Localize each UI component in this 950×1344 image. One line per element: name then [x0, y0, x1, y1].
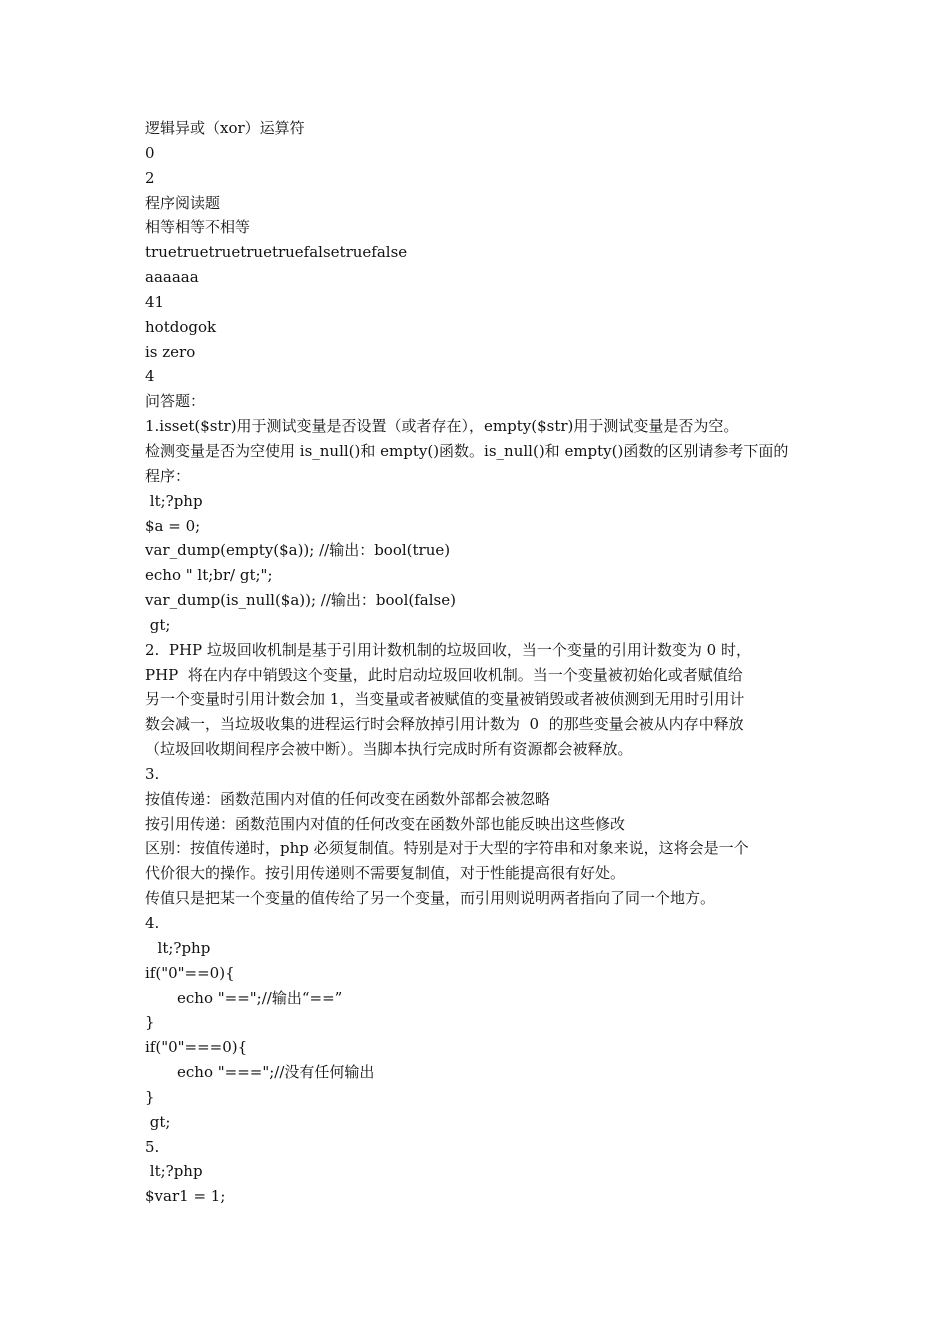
code-line: var_dump(is_null($a)); //输出：bool(false) — [145, 591, 456, 610]
text-line: 逻辑异或（xor）运算符 — [145, 119, 305, 137]
code-line: lt;?php — [145, 491, 203, 510]
text-line: 数会减一，当垃圾收集的进程运行时会释放掉引用计数为 0 的那些变量会被从内存中释放 — [145, 715, 744, 734]
text-line: 2 — [145, 168, 155, 187]
text-line: 41 — [145, 292, 165, 311]
text-line: PHP 将在内存中销毁这个变量，此时启动垃圾回收机制。当一个变量被初始化或者赋值给 — [145, 665, 743, 684]
code-line: $var1 = 1; — [145, 1187, 226, 1206]
text-line: hotdogok — [145, 317, 217, 336]
text-line: 代价很大的操作。按引用传递则不需要复制值，对于性能提高很有好处。 — [145, 864, 626, 883]
code-line: echo "===";//没有任何输出 — [177, 1063, 375, 1082]
code-line: gt; — [145, 1112, 171, 1131]
code-line: lt;?php — [145, 1162, 203, 1181]
code-line: } — [145, 1087, 155, 1106]
text-line: is zero — [145, 342, 196, 361]
text-line: truetruetruetruetruefalsetruefalse — [145, 243, 408, 262]
text-line: 0 — [145, 143, 155, 162]
code-line: } — [145, 1013, 155, 1032]
text-line: 4. — [145, 914, 160, 932]
code-line: echo " lt;br/ gt;"; — [145, 566, 273, 585]
text-line: 另一个变量时引用计数会加 1，当变量或者被赋值的变量被销毁或者被侦测到无用时引用计 — [145, 690, 745, 709]
text-line: 按引用传递：函数范围内对值的任何改变在函数外部也能反映出这些修改 — [145, 814, 626, 833]
section-heading: 问答题： — [145, 392, 206, 411]
text-line: 3. — [145, 764, 160, 783]
code-line: var_dump(empty($a)); //输出：bool(true) — [145, 541, 451, 560]
text-line: 区别：按值传递时，php 必须复制值。特别是对于大型的字符串和对象来说，这将会是一个 — [145, 839, 749, 858]
text-line: 检测变量是否为空使用 is_null()和 empty()函数。is_null()和 empty()函数的区别请参考下面的 — [145, 441, 789, 460]
document-page — [145, 116, 810, 1209]
code-line: if("0"==0){ — [145, 963, 235, 982]
code-line: lt;?php — [148, 938, 211, 957]
text-line: 按值传递：函数范围内对值的任何改变在函数外部都会被忽略 — [145, 789, 551, 808]
code-line: echo "==";//输出“==” — [177, 988, 343, 1007]
text-line: 1.isset($str)用于测试变量是否设置（或者存在），empty($str)用于测试变量是否为空。 — [145, 417, 739, 436]
text-line: 2. PHP 垃圾回收机制是基于引用计数机制的垃圾回收，当一个变量的引用计数变为 0 时， — [145, 640, 751, 659]
text-line: aaaaaa — [145, 268, 199, 287]
section-heading: 程序阅读题 — [145, 193, 221, 212]
text-line: 程序： — [145, 466, 191, 485]
text-line: （垃圾回收期间程序会被中断）。当脚本执行完成时所有资源都会被释放。 — [145, 740, 633, 759]
code-line: gt; — [145, 615, 171, 634]
text-line: 4 — [145, 367, 155, 386]
code-line: $a = 0; — [145, 516, 201, 535]
text-line: 传值只是把某一个变量的值传给了另一个变量，而引用则说明两者指向了同一个地方。 — [145, 889, 716, 908]
text-line: 5. — [145, 1137, 160, 1156]
text-line: 相等相等不相等 — [145, 218, 251, 237]
code-line: if("0"===0){ — [145, 1038, 248, 1057]
